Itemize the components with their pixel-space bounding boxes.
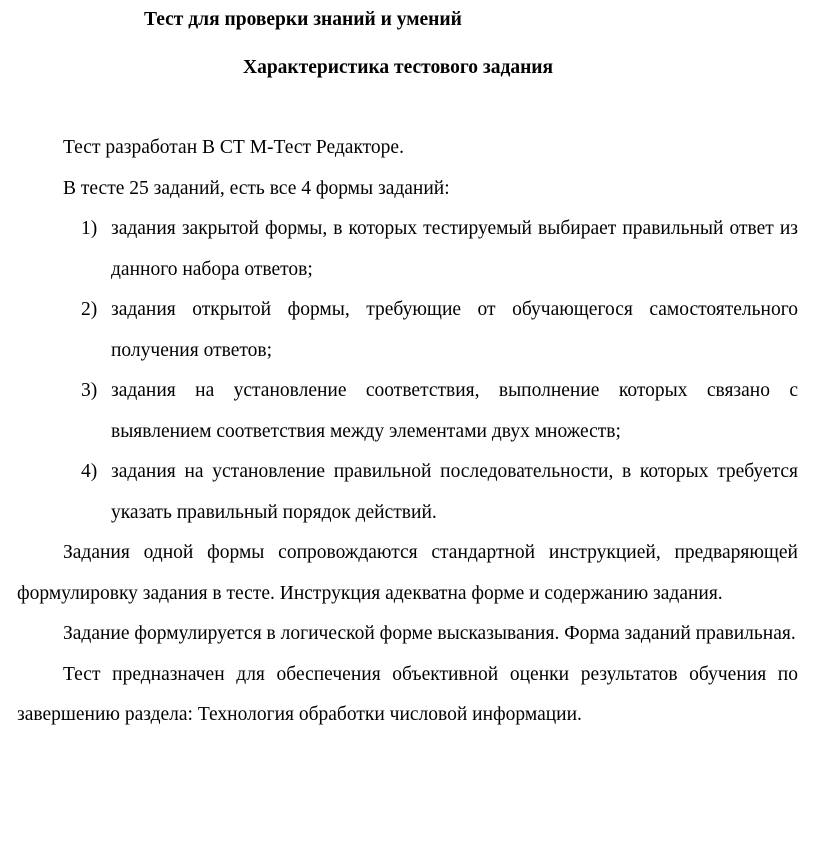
list-item-text: задания открытой формы, требующие от обучающегося самостоятельного получения ответов; (111, 299, 798, 361)
list-item-number: 4) (81, 461, 98, 482)
list-item-number: 3) (81, 380, 98, 401)
intro-line-1: Тест разработан В СТ М-Тест Редакторе. (63, 137, 404, 158)
list-item-number: 1) (81, 218, 98, 239)
list-item (17, 371, 798, 452)
list-item-text: задания закрытой формы, в которых тестируемый выбирает правильный ответ из данного набора ответов; (111, 218, 798, 280)
list-item (17, 209, 798, 290)
document-body (17, 128, 798, 736)
paragraph-formulation: Задание формулируется в логической форме высказывания. Форма заданий правильная. (63, 623, 796, 644)
document-subtitle: Характеристика тестового задания (243, 57, 554, 78)
task-forms-list (17, 209, 798, 533)
list-item (17, 290, 798, 371)
list-item (17, 452, 798, 533)
list-item-text: задания на установление соответствия, выполнение которых связано с выявлением соответствия между элементами двух множеств; (111, 380, 798, 442)
document-title: Тест для проверки знаний и умений (144, 9, 462, 30)
list-item-number: 2) (81, 299, 98, 320)
list-item-text: задания на установление правильной последовательности, в которых требуется указать правильный порядок действий. (111, 461, 798, 523)
intro-line-2: В тесте 25 заданий, есть все 4 формы заданий: (63, 177, 450, 199)
paragraph-instructions: Задания одной формы сопровождаются стандартной инструкцией, предваряющей формулировку задания в тесте. Инструкция адекватна форме и содержанию задания. (17, 542, 798, 604)
paragraph-purpose: Тест предназначен для обеспечения объективной оценки результатов обучения по завершению раздела: Технология обработки числовой информации. (17, 663, 798, 725)
